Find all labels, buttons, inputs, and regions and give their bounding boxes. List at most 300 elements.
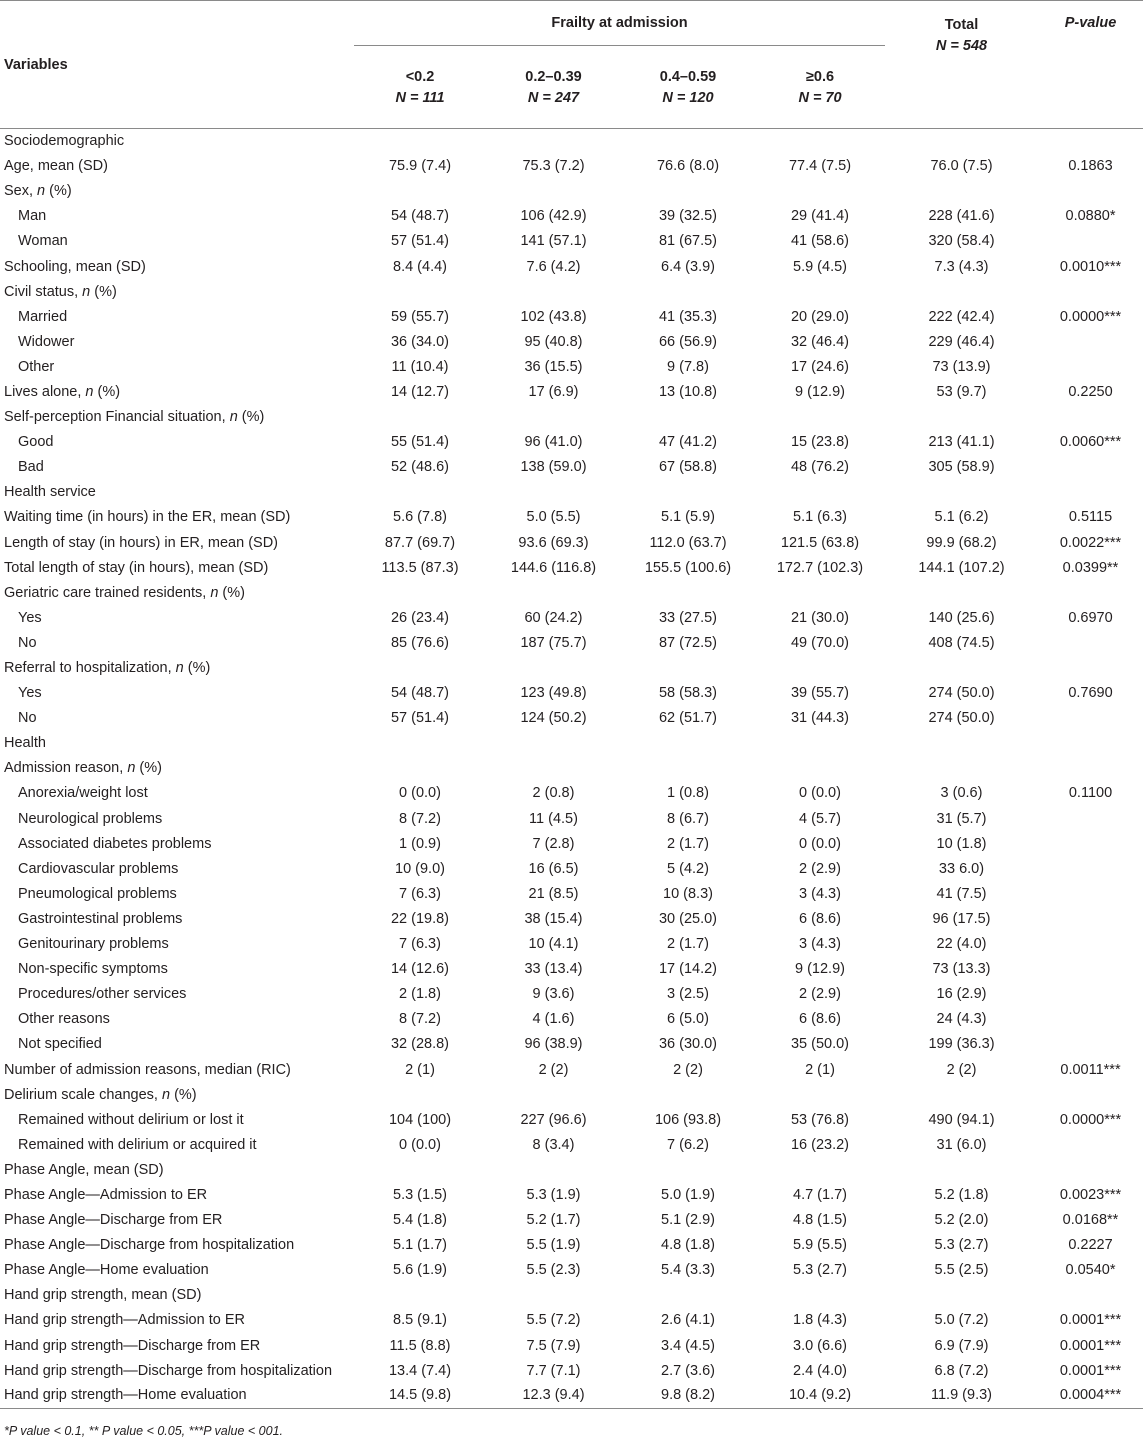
table-row [0,555,1143,580]
row-total [885,480,1038,505]
row-value: 2.6 (4.1) [661,1312,715,1329]
row-value [621,279,755,304]
row-pvalue [1038,329,1143,354]
row-total: 73 (13.3) [932,961,991,978]
row-value: 47 (41.2) [658,434,718,451]
row-value [486,129,621,154]
row-value: 8.4 (4.4) [393,258,447,275]
row-value [354,756,486,781]
row-label: Length of stay (in hours) in ER, mean (SD) [4,534,279,551]
row-label: Non-specific symptoms [18,961,168,978]
row-value: 2 (1.7) [667,936,709,953]
row-value: 59 (55.7) [390,308,450,325]
header-col-3 [621,59,755,129]
row-value: 106 (42.9) [520,208,587,225]
row-label: No [18,634,37,651]
table-row [0,430,1143,455]
row-value: 5.1 (1.7) [393,1237,447,1254]
header-pvalue [1038,1,1143,129]
row-pvalue: 0.7690 [1068,685,1113,702]
row-value: 5.9 (5.5) [793,1237,847,1254]
table-row [0,655,1143,680]
row-value: 95 (40.8) [524,333,583,350]
row-value: 36 (34.0) [390,333,450,350]
row-value [755,405,885,430]
row-value [354,1082,486,1107]
row-total: 73 (13.9) [932,358,991,375]
row-value [486,279,621,304]
row-total: 11.9 (9.3) [885,1383,1038,1408]
row-value: 0 (0.0) [399,785,441,802]
row-value: 5.5 (7.2) [526,1312,581,1329]
row-label: Neurological problems [18,810,163,827]
row-value: 41 (35.3) [658,308,718,325]
row-value [486,1283,621,1308]
row-value: 16 (6.5) [528,860,579,877]
row-pvalue [1038,1082,1143,1107]
row-total: 5.3 (2.7) [934,1237,989,1254]
row-value: 172.7 (102.3) [776,559,864,576]
row-value: 5.2 (1.7) [526,1212,581,1229]
row-value [354,1283,486,1308]
row-value: 60 (24.2) [524,609,583,626]
row-value [755,580,885,605]
row-value: 77.4 (7.5) [788,158,852,175]
row-value: 9.8 (8.2) [621,1383,755,1408]
row-total: 10 (1.8) [936,835,987,852]
row-value: 5.4 (1.8) [393,1212,447,1229]
table-row [0,480,1143,505]
row-value: 7.6 (4.2) [526,258,581,275]
row-label: Lives alone, n (%) [4,383,121,400]
row-pvalue [1038,1283,1143,1308]
row-label: Woman [18,233,68,250]
row-total: 53 (9.7) [936,383,987,400]
row-total [885,1082,1038,1107]
row-total: 76.0 (7.5) [930,158,993,175]
row-label: Cardiovascular problems [18,860,179,877]
row-pvalue: 0.0001*** [1059,1362,1122,1379]
row-pvalue [1038,982,1143,1007]
row-label: Gastrointestinal problems [18,910,183,927]
table-row [0,1358,1143,1383]
row-value: 36 (15.5) [524,358,583,375]
row-value: 33 (13.4) [524,961,583,978]
row-pvalue: 0.0004*** [1038,1383,1143,1408]
table-row [0,1182,1143,1207]
table-row [0,329,1143,354]
row-value: 67 (58.8) [658,459,718,476]
table-row [0,304,1143,329]
row-value [755,1082,885,1107]
row-value [755,129,885,154]
row-total [885,179,1038,204]
row-value: 10 (9.0) [395,860,445,877]
row-pvalue [1038,580,1143,605]
row-value: 1 (0.8) [667,785,709,802]
row-value: 138 (59.0) [520,459,587,476]
table-row [0,806,1143,831]
row-value: 4 (5.7) [799,810,841,827]
row-label: Remained without delirium or lost it [18,1111,244,1128]
row-value: 96 (41.0) [524,434,583,451]
row-total: 5.5 (2.5) [934,1262,989,1279]
table-row [0,455,1143,480]
row-pvalue [1038,806,1143,831]
row-value: 13 (10.8) [658,383,718,400]
table-row [0,906,1143,931]
row-pvalue [1038,455,1143,480]
row-value: 7 (6.3) [399,885,441,902]
row-pvalue: 0.0022*** [1059,534,1122,551]
row-pvalue: 0.1100 [1068,785,1113,802]
row-label: Other reasons [18,1011,110,1028]
row-value [621,179,755,204]
row-label: Phase Angle—Discharge from ER [4,1212,223,1229]
row-value: 5.0 (5.5) [526,509,581,526]
row-value: 12.3 (9.4) [486,1383,621,1408]
row-value: 20 (29.0) [790,308,850,325]
row-value: 2.4 (4.0) [793,1362,847,1379]
row-value [486,731,621,756]
table-row [0,630,1143,655]
row-pvalue [1038,229,1143,254]
header-frailty-group [354,1,885,59]
row-value: 11 (4.5) [529,810,578,827]
row-value: 93.6 (69.3) [518,534,589,551]
row-value [354,1157,486,1182]
row-label: Yes [18,609,42,626]
header-total-label: Total [944,17,979,33]
row-value [621,1157,755,1182]
header-variables: Variables [0,1,354,129]
row-pvalue [1038,1157,1143,1182]
row-pvalue [1038,129,1143,154]
row-total: 5.2 (1.8) [934,1186,989,1203]
row-label: Health service [4,484,96,501]
row-value: 7.7 (7.1) [526,1362,581,1379]
row-value [486,179,621,204]
row-value [755,179,885,204]
row-value [755,480,885,505]
row-value: 85 (76.6) [390,634,450,651]
row-value: 32 (28.8) [390,1036,450,1053]
row-value: 2 (1) [405,1061,435,1078]
row-pvalue [1038,831,1143,856]
row-total: 305 (58.9) [928,459,995,476]
row-value: 7 (6.3) [399,936,441,953]
row-value [621,1082,755,1107]
row-label: Hand grip strength—Discharge from ER [4,1337,261,1354]
row-value: 75.9 (7.4) [388,158,452,175]
table-row [0,154,1143,179]
row-value: 113.5 (87.3) [381,559,459,576]
row-value: 3 (2.5) [667,986,709,1003]
row-total: 228 (41.6) [928,208,995,225]
row-value: 5.1 (6.3) [793,509,847,526]
row-pvalue [1038,906,1143,931]
table-row [0,580,1143,605]
row-value [621,405,755,430]
row-value: 96 (38.9) [524,1036,583,1053]
row-label: Hand grip strength—Home evaluation [0,1383,354,1408]
row-label: Married [18,308,68,325]
row-label: Sex, n (%) [4,183,72,200]
row-pvalue: 0.0399** [1062,559,1119,576]
row-label: Good [18,434,54,451]
row-label: Other [18,358,55,375]
row-label: Health [4,735,46,752]
row-value: 53 (76.8) [790,1111,850,1128]
row-pvalue [1038,932,1143,957]
row-value: 13.4 (7.4) [388,1362,452,1379]
row-value: 10 (4.1) [528,936,579,953]
row-value [354,480,486,505]
row-label: No [18,710,37,727]
table-row [0,681,1143,706]
table-row [0,706,1143,731]
row-pvalue: 0.0540* [1065,1262,1116,1279]
table-row [0,756,1143,781]
row-value: 87.7 (69.7) [384,534,456,551]
table-row [0,932,1143,957]
row-label: Number of admission reasons, median (RIC) [4,1061,291,1078]
row-total [885,279,1038,304]
row-value [354,731,486,756]
row-value [486,480,621,505]
row-value: 4.7 (1.7) [793,1186,847,1203]
row-label: Referral to hospitalization, n (%) [4,660,211,677]
row-total [885,580,1038,605]
row-value [354,580,486,605]
row-pvalue [1038,1032,1143,1057]
row-value: 5 (4.2) [667,860,709,877]
row-pvalue [1038,630,1143,655]
row-value: 5.4 (3.3) [661,1262,715,1279]
row-pvalue [1038,756,1143,781]
row-value: 5.1 (2.9) [661,1212,715,1229]
row-value: 14.5 (9.8) [354,1383,486,1408]
row-label: Sociodemographic [4,133,125,150]
row-pvalue: 0.0000*** [1059,1111,1122,1128]
row-value: 5.1 (5.9) [661,509,715,526]
row-pvalue [1038,354,1143,379]
row-value: 8 (7.2) [399,810,441,827]
row-total: 24 (4.3) [936,1011,987,1028]
row-value: 10.4 (9.2) [755,1383,885,1408]
row-value [354,405,486,430]
row-value: 9 (7.8) [667,358,709,375]
table-body [0,129,1143,1409]
row-value [354,179,486,204]
row-value: 6 (8.6) [799,910,841,927]
row-total: 5.0 (7.2) [934,1312,989,1329]
row-value [621,580,755,605]
row-total [885,129,1038,154]
row-pvalue: 0.6970 [1068,609,1113,626]
row-value [755,279,885,304]
row-value: 26 (23.4) [390,609,450,626]
row-value [354,129,486,154]
row-pvalue: 0.0880* [1065,208,1116,225]
table-row [0,505,1143,530]
row-pvalue: 0.0001*** [1059,1337,1122,1354]
row-total: 213 (41.1) [928,434,995,451]
row-label: Schooling, mean (SD) [4,258,146,275]
row-value: 22 (19.8) [390,910,450,927]
row-pvalue [1038,856,1143,881]
row-value: 17 (24.6) [790,358,850,375]
row-total: 6.9 (7.9) [934,1337,989,1354]
row-value: 41 (58.6) [790,233,850,250]
row-value: 0 (0.0) [799,835,841,852]
header-col-range: <0.2 [405,68,435,85]
row-total [885,655,1038,680]
row-label: Pneumological problems [18,885,177,902]
table-row [0,229,1143,254]
row-pvalue: 0.0023*** [1059,1186,1122,1203]
row-value [621,655,755,680]
row-value: 1.8 (4.3) [793,1312,847,1329]
header-col-n: N = 111 [395,89,445,106]
row-pvalue: 0.0001*** [1059,1312,1122,1329]
row-label: Self-perception Financial situation, n (%) [4,409,265,426]
row-total: 222 (42.4) [928,308,995,325]
row-label: Bad [18,459,44,476]
row-value: 121.5 (63.8) [780,534,860,551]
row-pvalue [1038,706,1143,731]
row-total: 6.8 (7.2) [934,1362,989,1379]
row-total [885,1283,1038,1308]
row-total: 7.3 (4.3) [934,258,989,275]
row-total: 229 (46.4) [928,333,995,350]
row-pvalue [1038,279,1143,304]
row-value: 3.0 (6.6) [793,1337,847,1354]
row-value: 2 (0.8) [532,785,575,802]
row-value: 106 (93.8) [654,1111,722,1128]
row-value: 11 (10.4) [391,358,449,375]
row-value: 52 (48.6) [390,459,450,476]
row-value: 3 (4.3) [799,936,841,953]
row-value [755,731,885,756]
row-value: 5.3 (2.7) [793,1262,847,1279]
row-total: 33 6.0) [938,860,985,877]
row-value: 6 (8.6) [799,1011,841,1028]
row-value: 55 (51.4) [390,434,450,451]
table-row [0,1233,1143,1258]
row-value [486,1082,621,1107]
row-pvalue: 0.0010*** [1059,258,1122,275]
table-row [0,1283,1143,1308]
header-col-n: N = 247 [527,89,580,106]
row-value: 39 (32.5) [658,208,718,225]
row-value [621,756,755,781]
row-value: 2 (1.8) [399,986,441,1003]
header-col-range: ≥0.6 [805,68,835,85]
table-row [0,1082,1143,1107]
row-value: 124 (50.2) [520,710,587,727]
row-value: 0 (0.0) [399,1136,441,1153]
row-value: 87 (72.5) [658,634,718,651]
header-col-1 [354,59,486,129]
row-value: 2.7 (3.6) [661,1362,715,1379]
row-label: Anorexia/weight lost [18,785,148,802]
row-label: Phase Angle—Home evaluation [4,1262,209,1279]
row-value: 104 (100) [388,1111,452,1128]
row-total [885,731,1038,756]
row-value: 5.6 (1.9) [393,1262,447,1279]
row-pvalue [1038,881,1143,906]
row-pvalue [1038,957,1143,982]
row-value: 32 (46.4) [790,333,850,350]
row-value [755,1157,885,1182]
row-total: 320 (58.4) [928,233,995,250]
row-value: 16 (23.2) [790,1136,850,1153]
table-row [0,1333,1143,1358]
row-total: 144.1 (107.2) [918,559,1005,576]
row-value: 62 (51.7) [658,710,718,727]
row-value: 8.5 (9.1) [393,1312,447,1329]
row-label: Hand grip strength, mean (SD) [4,1287,202,1304]
row-value: 8 (3.4) [532,1136,575,1153]
row-total: 99.9 (68.2) [926,534,997,551]
row-value: 8 (6.7) [667,810,709,827]
row-value [755,756,885,781]
row-pvalue: 0.0060*** [1059,434,1122,451]
row-total: 5.2 (2.0) [934,1212,989,1229]
row-value: 1 (0.9) [399,835,441,852]
row-value: 4.8 (1.8) [661,1237,715,1254]
row-label: Age, mean (SD) [4,158,108,175]
table-row [0,856,1143,881]
row-value: 123 (49.8) [520,685,587,702]
header-col-range: 0.2–0.39 [525,68,582,85]
row-label: Delirium scale changes, n (%) [4,1086,197,1103]
header-col-range: 0.4–0.59 [659,68,717,85]
row-value: 6.4 (3.9) [661,258,715,275]
row-value: 5.3 (1.9) [526,1186,581,1203]
row-value: 9 (12.9) [795,383,845,400]
row-total [885,1157,1038,1182]
row-value: 57 (51.4) [390,233,450,250]
row-value: 187 (75.7) [520,634,587,651]
row-pvalue [1038,179,1143,204]
table-row [0,957,1143,982]
table-row [0,1107,1143,1132]
table-row [0,254,1143,279]
row-value [486,756,621,781]
table-row [0,982,1143,1007]
row-total: 199 (36.3) [928,1036,995,1053]
header-col-2 [486,59,621,129]
row-value: 75.3 (7.2) [522,158,585,175]
row-total: 490 (94.1) [928,1111,995,1128]
table-row [0,1057,1143,1082]
row-value: 141 (57.1) [520,233,587,250]
table-row [0,405,1143,430]
row-total: 274 (50.0) [928,685,995,702]
row-pvalue [1038,1007,1143,1032]
row-value: 227 (96.6) [520,1111,587,1128]
table-row [0,179,1143,204]
row-total: 140 (25.6) [928,609,995,626]
row-pvalue [1038,1132,1143,1157]
row-value [354,279,486,304]
row-value: 5.5 (2.3) [526,1262,581,1279]
row-label: Phase Angle, mean (SD) [4,1161,164,1178]
row-value: 4.8 (1.5) [793,1212,847,1229]
row-value: 2 (2) [673,1061,703,1078]
